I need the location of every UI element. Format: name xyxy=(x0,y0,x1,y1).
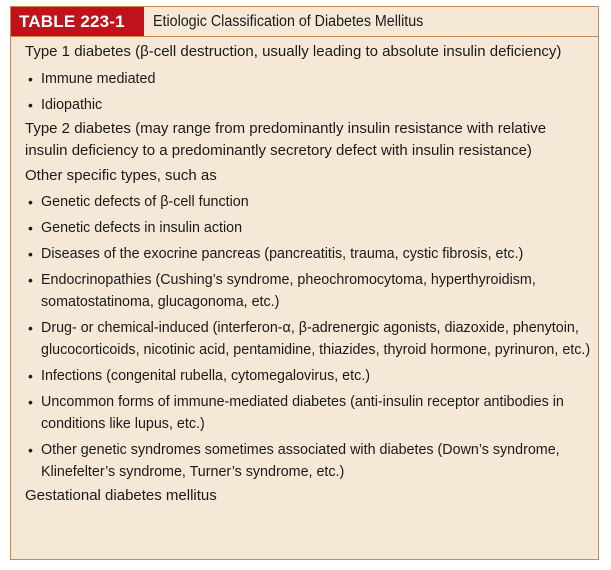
list-item-text: Immune mediated xyxy=(41,70,156,87)
list-item xyxy=(25,439,591,483)
list-item-text: Other genetic syndromes sometimes associated with diabetes (Down’s syndrome, Klinefelter’s syndrome, Turner’s syndrome, etc.) xyxy=(41,442,560,480)
category-heading: Gestational diabetes mellitus xyxy=(25,487,217,504)
list-item-text: Genetic defects in insulin action xyxy=(41,220,243,236)
bullet-icon: • xyxy=(28,394,33,410)
classification-table xyxy=(10,6,599,560)
subtype-list xyxy=(25,68,591,116)
list-item xyxy=(25,191,591,213)
list-item xyxy=(25,365,591,387)
bullet-icon: • xyxy=(28,442,33,458)
bullet-icon: • xyxy=(28,320,33,336)
list-item xyxy=(25,269,591,313)
list-item-text: Endocrinopathies (Cushing’s syndrome, pheochromocytoma, hyperthyroidism, somatostatinoma, glucagonoma, etc.) xyxy=(41,272,536,310)
bullet-icon: • xyxy=(28,96,33,113)
bullet-icon: • xyxy=(28,194,33,210)
table-content xyxy=(25,41,591,508)
list-item-text: Diseases of the exocrine pancreas (pancreatitis, trauma, cystic fibrosis, etc.) xyxy=(41,246,524,262)
bullet-icon: • xyxy=(28,272,33,288)
list-item-text: Drug- or chemical-induced (interferon-α, β-adrenergic agonists, diazoxide, phenytoin, glucocorticoids, nicotinic acid, pentamidine, thiazides, thyroid hormone, pyrinuron, etc.) xyxy=(41,320,591,358)
category-heading: Type 2 diabetes (may range from predominantly insulin resistance with relative insulin deficiency to a predominantly secretory defect with insulin resistance) xyxy=(25,119,547,159)
list-item xyxy=(25,317,591,361)
bullet-icon: • xyxy=(28,70,33,87)
list-item-text: Infections (congenital rubella, cytomegalovirus, etc.) xyxy=(41,368,370,384)
category-heading: Other specific types, such as xyxy=(25,166,217,184)
table-number-badge: TABLE 223-1 xyxy=(11,7,144,36)
category-heading: Type 1 diabetes (β-cell destruction, usually leading to absolute insulin deficiency) xyxy=(25,43,562,60)
bullet-icon: • xyxy=(28,368,33,384)
list-item xyxy=(25,68,591,90)
list-item xyxy=(25,217,591,239)
table-caption: Etiologic Classification of Diabetes Mellitus xyxy=(153,13,424,30)
bullet-icon: • xyxy=(28,220,33,236)
list-item xyxy=(25,391,591,435)
subtype-list xyxy=(25,191,591,483)
list-item-text: Genetic defects of β-cell function xyxy=(41,194,249,210)
list-item-text: Idiopathic xyxy=(41,96,103,113)
list-item xyxy=(25,94,591,116)
list-item-text: Uncommon forms of immune-mediated diabetes (anti-insulin receptor antibodies in conditions like lupus, etc.) xyxy=(41,394,564,432)
table-header xyxy=(11,7,598,37)
bullet-icon: • xyxy=(28,246,33,262)
list-item xyxy=(25,243,591,265)
